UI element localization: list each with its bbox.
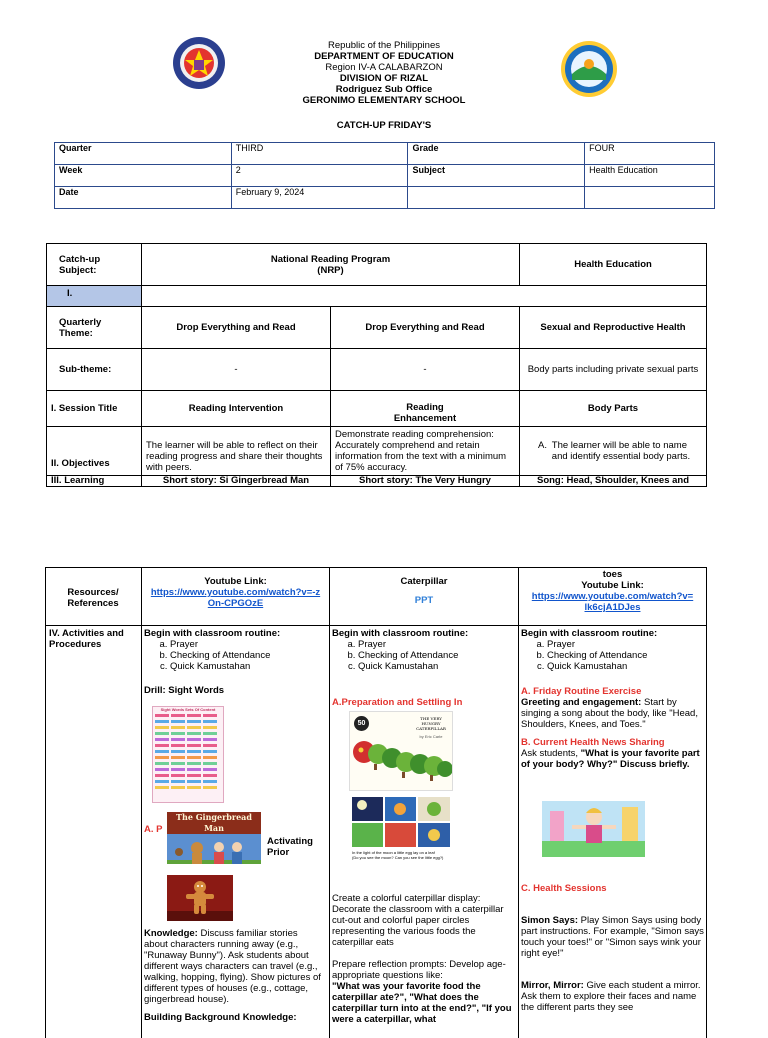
objectives-cell-2: Demonstrate reading comprehension: Accurately comprehend and retain information from the text with a minimum of 75% accuracy.	[331, 427, 520, 476]
session-cell-3: Body Parts	[520, 391, 707, 427]
info-table	[54, 142, 715, 209]
routine-list-1	[144, 639, 327, 672]
friday-routine-heading: A. Friday Routine Exercise	[521, 686, 642, 697]
youtube-label-3: Youtube Link:	[581, 580, 644, 591]
mirror-paragraph	[521, 980, 704, 1013]
sub-office-line: Rodriguez Sub Office	[335, 84, 433, 95]
ask-text: Ask students,	[521, 748, 581, 759]
youtube-link-1[interactable]: https://www.youtube.com/watch?v=-zOn-CPGOzE	[150, 587, 321, 609]
subtheme-cell-2: -	[331, 349, 520, 391]
routine-item: c. Quick Kamustahan	[358, 661, 516, 672]
mirror-label: Mirror, Mirror:	[521, 980, 584, 991]
activities-label: IV. Activities and Procedures	[49, 628, 124, 650]
roman-i-cell: I.	[47, 286, 142, 307]
theme-cell-2: Drop Everything and Read	[331, 307, 520, 349]
simon-says-paragraph	[521, 915, 704, 959]
gingerbread-man-image	[167, 812, 261, 864]
activating-text: Activating	[267, 836, 313, 847]
mirror-text: Give each student a mirror. Ask them to explore their faces and name the different parts they see	[521, 980, 701, 1013]
week-value: 2	[231, 165, 408, 187]
sight-words-title: Sight Words Sets Of Content	[160, 707, 216, 712]
session-cell-1: Reading Intervention	[142, 391, 331, 427]
subtheme-cell-3: Body parts including private sexual parts	[520, 349, 707, 391]
theme-cell-1: Drop Everything and Read	[142, 307, 331, 349]
simon-says-text: Play Simon Says using body part instructions. For example, "Simon says touch your toes!" or "Simon says wink your right eye!"	[521, 915, 704, 959]
learning-cell-1: Short story: Si Gingerbread Man	[142, 476, 331, 487]
learning-cell-2: Short story: The Very Hungry	[331, 476, 520, 487]
greeting-paragraph	[521, 697, 704, 730]
slide-caption-2: (Do you see the moon? Can you see the little egg?)	[352, 855, 444, 860]
routine-item: c. Quick Kamustahan	[547, 661, 704, 672]
routine-item: b. Checking of Attendance	[358, 650, 516, 661]
lesson-plan-table	[46, 243, 707, 487]
republic-line: Republic of the Philippines	[328, 40, 440, 51]
subtheme-label: Sub-theme:	[47, 349, 142, 391]
continued-table	[45, 567, 707, 1038]
caterpillar-display-text: Create a colorful caterpillar display: Decorate the classroom with a caterpillar cut-out and colorful paper circles representing the various foods the caterpillar eats	[332, 893, 504, 948]
story-slides-image	[352, 797, 450, 867]
health-subject-cell: Health Education	[520, 244, 707, 286]
empty-row-cell	[142, 286, 707, 307]
routine-list-3	[521, 639, 704, 672]
youtube-label-1: Youtube Link:	[204, 576, 267, 587]
session-cell-2	[331, 391, 520, 427]
simon-says-label: Simon Says:	[521, 915, 579, 926]
sight-words-image	[152, 706, 224, 803]
department-line: DEPARTMENT OF EDUCATION	[314, 51, 454, 62]
resources-label: Resources/ References	[67, 587, 119, 609]
hungry-caterpillar-book-image	[349, 711, 453, 791]
greeting-label: Greeting and engagement:	[521, 697, 642, 708]
division-line: DIVISION OF RIZAL	[339, 73, 429, 84]
subtheme-cell-1: -	[142, 349, 331, 391]
routine-item: a. Prayer	[358, 639, 516, 650]
quarter-label: Quarter	[55, 143, 232, 165]
ask-question: "What is your favorite part of your body? Why?" Discuss briefly.	[521, 748, 700, 770]
routine-list-2	[332, 639, 516, 672]
subject-value: Health Education	[585, 165, 715, 187]
routine-heading-2: Begin with classroom routine:	[332, 628, 469, 639]
routine-item: c. Quick Kamustahan	[170, 661, 327, 672]
objective-marker: A.	[538, 440, 547, 451]
quarterly-theme-label: Quarterly Theme:	[47, 307, 142, 349]
theme-cell-3: Sexual and Reproductive Health	[520, 307, 707, 349]
date-label: Date	[55, 187, 232, 209]
routine-item: a. Prayer	[547, 639, 704, 650]
health-sessions-heading: C. Health Sessions	[521, 883, 607, 894]
caterpillar-label: Caterpillar	[400, 576, 448, 587]
section-a-label-1: A. P	[144, 824, 163, 835]
routine-item: b. Checking of Attendance	[547, 650, 704, 661]
region-line: Region IV-A CALABARZON	[325, 62, 443, 73]
ppt-label: PPT	[414, 595, 434, 606]
book-badge: 50	[354, 716, 369, 731]
learning-label: III. Learning	[47, 476, 142, 487]
session-text-2: Reading Enhancement	[393, 402, 457, 424]
knowledge-label: Knowledge:	[144, 928, 198, 939]
catchup-subject-label: Catch-up Subject:	[47, 244, 142, 286]
routine-heading-3: Begin with classroom routine:	[521, 628, 658, 639]
gingerbread-title: The Gingerbread Man	[167, 812, 261, 834]
body-song-video-image	[542, 801, 645, 857]
book-title: THE VERY HUNGRY CATERPILLAR	[416, 716, 446, 731]
drill-heading: Drill: Sight Words	[144, 685, 225, 696]
book-author: by Eric Carle	[419, 734, 443, 739]
reflection-questions: "What was your favorite food the caterpillar ate?", "What does the caterpillar turn into at the end?", "If you were a caterpillar, what	[332, 981, 512, 1025]
preparation-heading: A.Preparation and Settling In	[332, 697, 463, 708]
subject-label: Subject	[408, 165, 585, 187]
objectives-cell-3	[520, 427, 707, 476]
objective-text-3: The learner will be able to name and identify essential body parts.	[551, 440, 691, 462]
document-title: CATCH-UP FRIDAY'S	[336, 120, 432, 131]
routine-item: b. Checking of Attendance	[170, 650, 327, 661]
date-value: February 9, 2024	[231, 187, 408, 209]
grade-label: Grade	[408, 143, 585, 165]
nrp-text: National Reading Program (NRP)	[270, 253, 391, 276]
week-label: Week	[55, 165, 232, 187]
knowledge-text: Discuss familiar stories about characters running away (e.g., "Runaway Bunny"). Ask students about different ways characters can travel (e.g., walking, hopping, flying). Show pictures of different types of houses (e.g., cottage, gingerbread house).	[144, 928, 321, 1005]
school-name: GERONIMO ELEMENTARY SCHOOL	[302, 95, 466, 106]
reflection-prompts-text: Prepare reflection prompts: Develop age-appropriate questions like:	[332, 959, 506, 981]
routine-item: a. Prayer	[170, 639, 327, 650]
learning-cell-3: Song: Head, Shoulder, Knees and	[520, 476, 707, 487]
empty-cell	[408, 187, 585, 209]
objectives-label: II. Objectives	[47, 427, 142, 476]
nrp-cell	[142, 244, 520, 286]
empty-cell	[585, 187, 715, 209]
prior-text: Prior	[267, 847, 290, 858]
building-background-heading: Building Background Knowledge:	[144, 1012, 297, 1023]
grade-value: FOUR	[585, 143, 715, 165]
youtube-link-3[interactable]: https://www.youtube.com/watch?v=lk6cjA1DJes	[531, 591, 694, 613]
toes-text: toes	[602, 569, 623, 580]
health-news-heading: B. Current Health News Sharing	[521, 737, 665, 748]
greeting-text: Start by singing a song about the body, like "Head, Shoulders, Knees, and Toes."	[521, 697, 698, 730]
slide-caption: In the light of the moon a little egg lay on a leaf	[352, 850, 435, 855]
routine-heading-1: Begin with classroom routine:	[144, 628, 281, 639]
objectives-cell-1: The learner will be able to reflect on their reading progress and share their thoughts with peers.	[142, 427, 331, 476]
session-title-label: I. Session Title	[47, 391, 142, 427]
quarter-value: THIRD	[231, 143, 408, 165]
ask-paragraph	[521, 748, 704, 770]
gingerbread-cookie-image	[167, 875, 233, 921]
